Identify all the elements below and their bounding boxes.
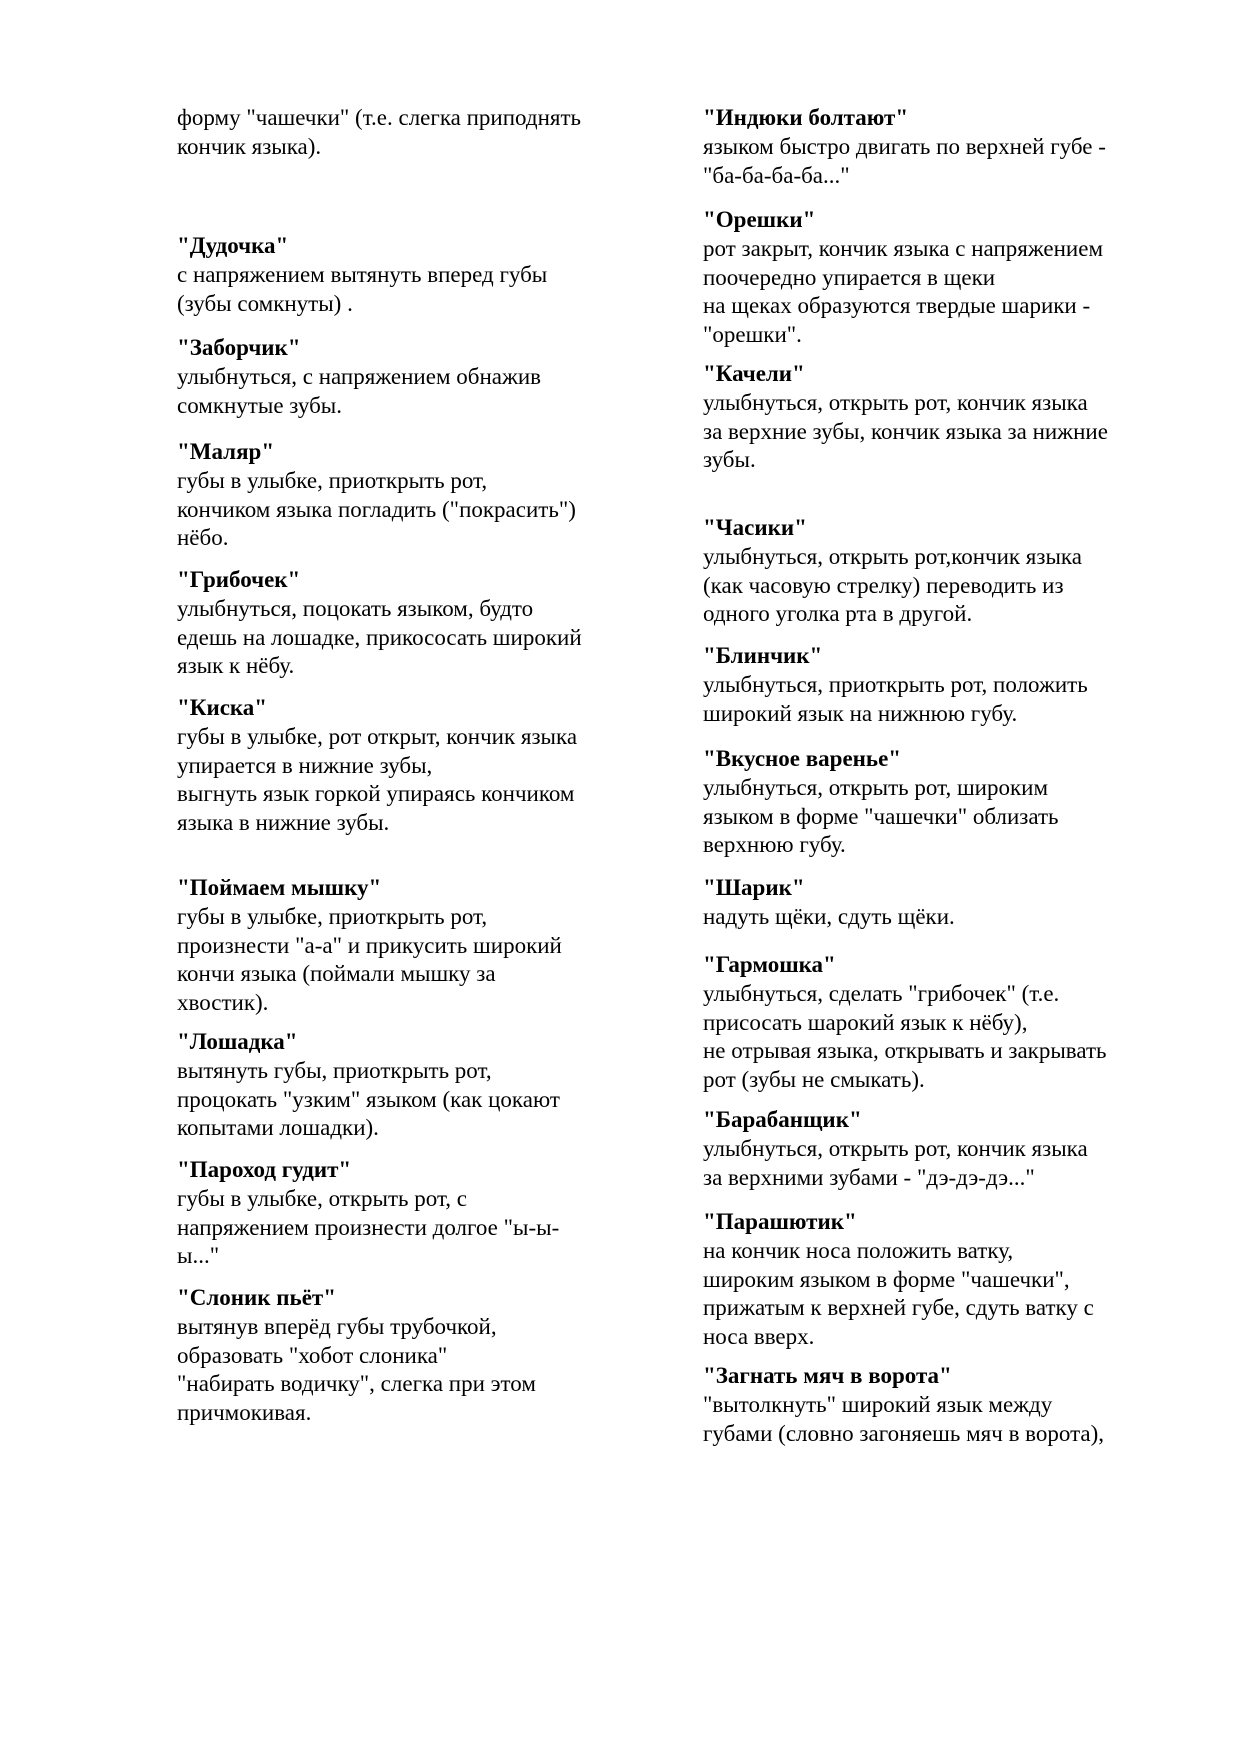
exercise-description-line: образовать "хобот слоника" bbox=[177, 1342, 448, 1368]
exercise-description-line: губы в улыбке, приоткрыть рот, bbox=[177, 903, 488, 929]
exercise-title: "Пароход гудит" bbox=[177, 1157, 352, 1182]
exercise-description-line: улыбнуться, открыть рот, кончик языка bbox=[703, 389, 1088, 415]
exercise-title: "Поймаем мышку" bbox=[177, 875, 382, 900]
exercise-title: "Индюки болтают" bbox=[703, 105, 909, 130]
exercise-title: "Киска" bbox=[177, 695, 268, 720]
exercise-title: "Парашютик" bbox=[703, 1209, 857, 1234]
exercise-description-line: вытянув вперёд губы трубочкой, bbox=[177, 1313, 497, 1339]
exercise-block bbox=[703, 1208, 1183, 1352]
exercise-description-line: упирается в нижние зубы, bbox=[177, 752, 433, 778]
exercise-title: "Заборчик" bbox=[177, 335, 301, 360]
exercise-description-line: улыбнуться, сделать "грибочек" (т.е. bbox=[703, 980, 1060, 1006]
exercise-description-line: губы в улыбке, приоткрыть рот, bbox=[177, 467, 488, 493]
exercise-description-line: надуть щёки, сдуть щёки. bbox=[703, 903, 955, 929]
exercise-description-line: на кончик носа положить ватку, bbox=[703, 1237, 1014, 1263]
exercise-description-line: произнести "а-а" и прикусить широкий bbox=[177, 932, 562, 958]
exercise-description-line: языком быстро двигать по верхней губе - bbox=[703, 133, 1106, 159]
exercise-block bbox=[177, 694, 677, 838]
exercise-block bbox=[703, 874, 1183, 932]
exercise-description-line: улыбнуться, открыть рот, кончик языка bbox=[703, 1135, 1088, 1161]
exercise-description-line: поочередно упирается в щеки bbox=[703, 264, 996, 290]
exercise-description-line: с напряжением вытянуть вперед губы bbox=[177, 261, 548, 287]
exercise-description-line: "ба-ба-ба-ба..." bbox=[703, 162, 850, 188]
exercise-title: "Вкусное варенье" bbox=[703, 746, 902, 771]
exercise-description-line: прижатым к верхней губе, сдуть ватку с bbox=[703, 1295, 1094, 1321]
exercise-description-line: улыбнуться, с напряжением обнажив bbox=[177, 363, 542, 389]
exercise-description-line: носа вверх. bbox=[703, 1324, 815, 1350]
exercise-block bbox=[703, 642, 1183, 728]
exercise-description-line: рот (зубы не смыкать). bbox=[703, 1067, 925, 1093]
exercise-description-line: причмокивая. bbox=[177, 1400, 312, 1426]
exercise-description-line: (зубы сомкнуты) . bbox=[177, 290, 353, 316]
exercise-description-line: не отрывая языка, открывать и закрывать bbox=[703, 1038, 1107, 1064]
exercise-description-line: "вытолкнуть" широкий язык между bbox=[703, 1391, 1053, 1417]
exercise-block bbox=[703, 360, 1183, 475]
exercise-description-line: широким языком в форме "чашечки", bbox=[703, 1266, 1070, 1292]
exercise-title: "Маляр" bbox=[177, 439, 275, 464]
exercise-block bbox=[703, 1362, 1183, 1448]
exercise-description-line: языка в нижние зубы. bbox=[177, 810, 390, 836]
exercise-title: "Блинчик" bbox=[703, 643, 823, 668]
exercise-description-line: улыбнуться, открыть рот, широким bbox=[703, 774, 1048, 800]
exercise-title: "Слоник пьёт" bbox=[177, 1285, 336, 1310]
exercise-description-line: процокать "узким" языком (как цокают bbox=[177, 1086, 560, 1112]
exercise-description-line: широкий язык на нижнюю губу. bbox=[703, 700, 1018, 726]
exercise-description-line: форму "чашечки" (т.е. слегка приподнять bbox=[177, 105, 582, 130]
exercise-description-line: верхнюю губу. bbox=[703, 832, 846, 858]
exercise-description-line: зубы. bbox=[703, 447, 756, 473]
exercise-title: "Качели" bbox=[703, 361, 805, 386]
exercise-description-line: кончик языка). bbox=[177, 133, 322, 159]
exercise-description-line: губы в улыбке, открыть рот, с bbox=[177, 1185, 467, 1211]
exercise-block bbox=[177, 334, 677, 420]
exercise-description-line: на щеках образуются твердые шарики - bbox=[703, 293, 1091, 319]
exercise-description-line: улыбнуться, открыть рот,кончик языка bbox=[703, 543, 1082, 569]
exercise-description-line: за верхние зубы, кончик языка за нижние bbox=[703, 418, 1108, 444]
exercise-block bbox=[703, 745, 1183, 860]
exercise-block bbox=[177, 1156, 677, 1271]
exercise-block bbox=[177, 438, 677, 553]
exercise-description-line: улыбнуться, поцокать языком, будто bbox=[177, 595, 534, 621]
exercise-description-line: язык к нёбу. bbox=[177, 653, 295, 679]
exercise-block bbox=[177, 232, 677, 318]
exercise-description-line: едешь на лошадке, прикососать широкий bbox=[177, 624, 582, 650]
exercise-title: "Загнать мяч в ворота" bbox=[703, 1363, 952, 1388]
exercise-block bbox=[703, 951, 1183, 1095]
exercise-description-line: вытянуть губы, приоткрыть рот, bbox=[177, 1057, 492, 1083]
exercise-block bbox=[703, 514, 1183, 629]
exercise-description-line: присосать шарокий язык к нёбу), bbox=[703, 1009, 1028, 1035]
exercise-description-line: кончи языка (поймали мышку за bbox=[177, 961, 496, 987]
exercise-block bbox=[703, 104, 1183, 190]
exercise-description-line: одного уголка рта в другой. bbox=[703, 601, 973, 627]
exercise-title: "Лошадка" bbox=[177, 1029, 298, 1054]
exercise-title: "Часики" bbox=[703, 515, 807, 540]
exercise-block bbox=[703, 206, 1183, 350]
exercise-title: "Орешки" bbox=[703, 207, 816, 232]
exercise-description-line: "орешки". bbox=[703, 322, 802, 348]
exercise-description-line: сомкнутые зубы. bbox=[177, 392, 342, 418]
exercise-description-line: губами (словно загоняешь мяч в ворота), bbox=[703, 1420, 1105, 1446]
exercise-description-line: "набирать водичку", слегка при этом bbox=[177, 1371, 536, 1397]
exercise-description-line: кончиком языка погладить ("покрасить") bbox=[177, 496, 576, 522]
exercise-description-line: (как часовую стрелку) переводить из bbox=[703, 572, 1064, 598]
exercise-description-line: копытами лошадки). bbox=[177, 1115, 379, 1141]
exercise-title: "Барабанщик" bbox=[703, 1107, 862, 1132]
exercise-title: "Гармошка" bbox=[703, 952, 836, 977]
exercise-description-line: рот закрыт, кончик языка с напряжением bbox=[703, 235, 1103, 261]
exercise-description-line: губы в улыбке, рот открыт, кончик языка bbox=[177, 723, 578, 749]
exercise-block bbox=[703, 1106, 1183, 1192]
exercise-description-line: хвостик). bbox=[177, 990, 269, 1016]
exercise-title: "Грибочек" bbox=[177, 567, 301, 592]
exercise-block bbox=[177, 874, 677, 1018]
exercise-description-line: улыбнуться, приоткрыть рот, положить bbox=[703, 671, 1088, 697]
exercise-block bbox=[177, 566, 677, 681]
exercise-block bbox=[177, 104, 677, 162]
exercise-block bbox=[177, 1028, 677, 1143]
exercise-block bbox=[177, 1284, 677, 1428]
exercise-description-line: выгнуть язык горкой упираясь кончиком bbox=[177, 781, 575, 807]
exercise-title: "Шарик" bbox=[703, 875, 805, 900]
exercise-title: "Дудочка" bbox=[177, 233, 289, 258]
exercise-description-line: нёбо. bbox=[177, 525, 229, 551]
exercise-description-line: за верхними зубами - "дэ-дэ-дэ..." bbox=[703, 1164, 1035, 1190]
exercise-description-line: ы..." bbox=[177, 1243, 220, 1269]
exercise-description-line: языком в форме "чашечки" облизать bbox=[703, 803, 1059, 829]
exercise-description-line: напряжением произнести долгое "ы-ы- bbox=[177, 1214, 560, 1240]
